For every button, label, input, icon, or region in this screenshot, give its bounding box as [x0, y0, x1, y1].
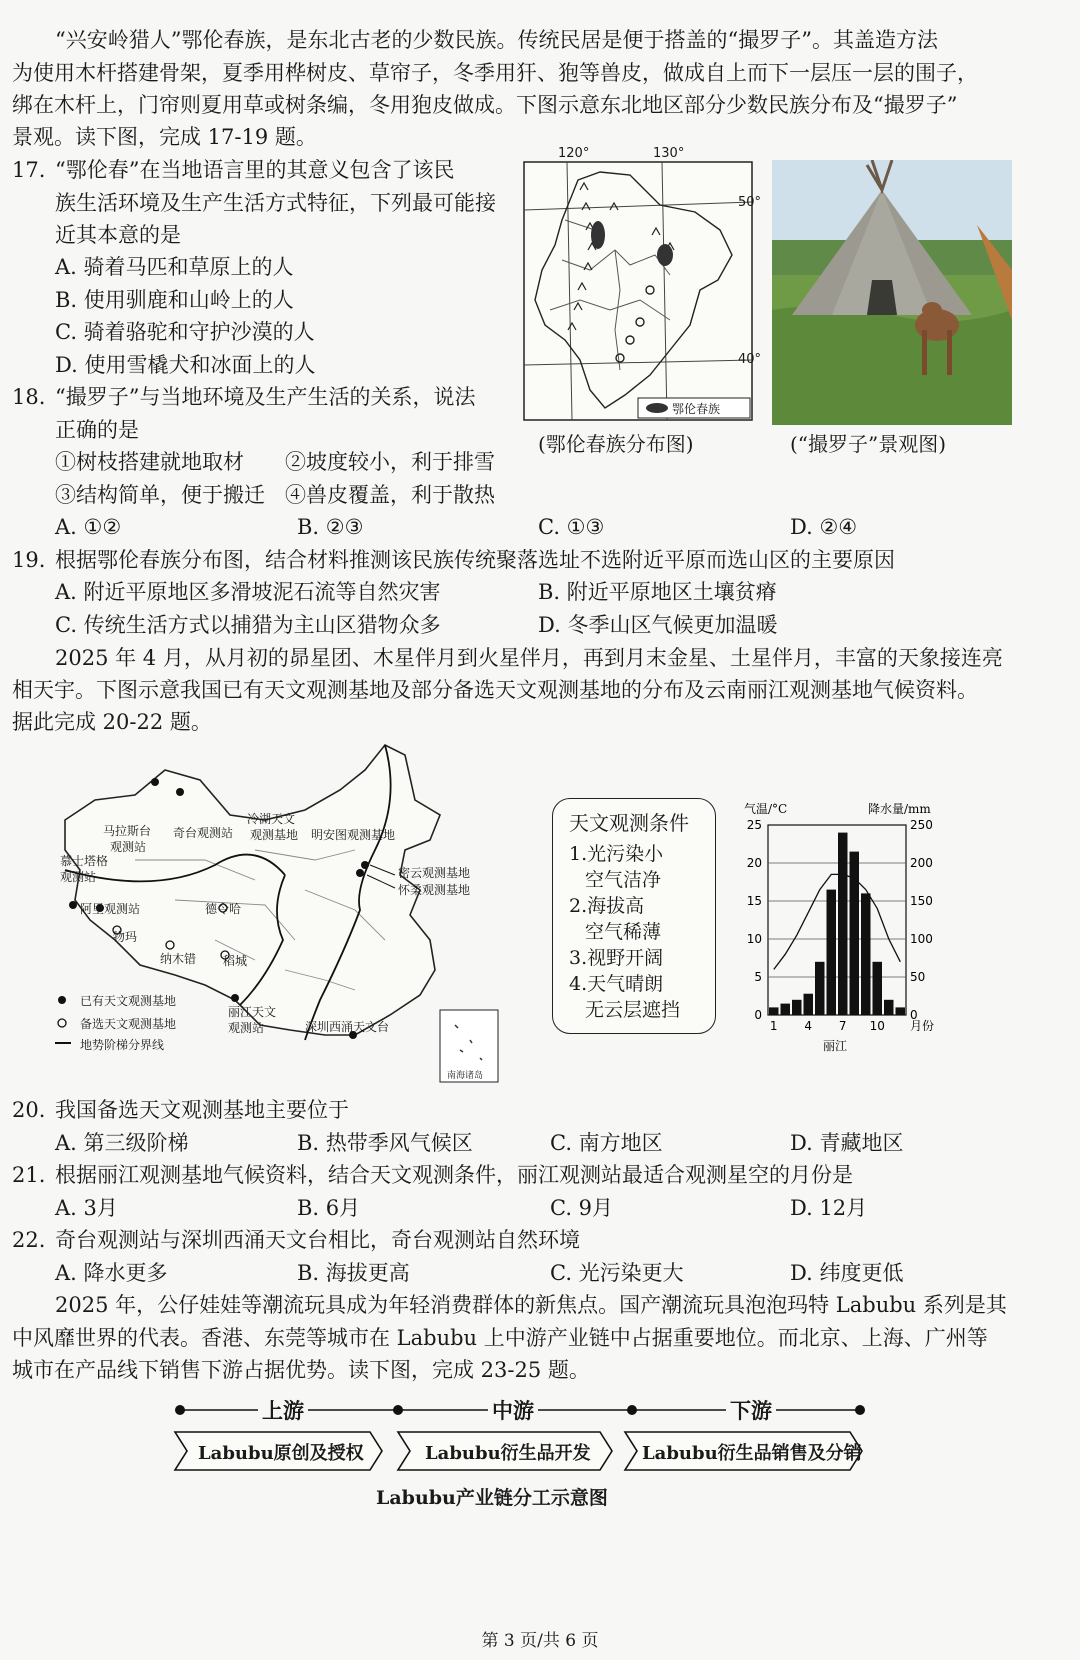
precip-bar	[861, 893, 871, 1015]
q17-number: 17.	[12, 158, 46, 182]
q17-option-c[interactable]: C. 骑着骆驼和守护沙漠的人	[55, 320, 315, 344]
right-tick-label: 50	[910, 970, 926, 984]
q22-option-b[interactable]: B. 海拔更高	[297, 1261, 410, 1285]
condition-1b: 空气洁净	[585, 869, 662, 891]
label-delingha: 德令哈	[205, 902, 242, 916]
left-tick-label: 15	[746, 894, 762, 908]
condition-4: 4.天气晴朗	[569, 973, 664, 995]
cuoluozi-photo	[772, 160, 1012, 425]
lijiang-climate-chart	[738, 795, 958, 1060]
q18-stem-2: 正确的是	[55, 418, 139, 442]
q17-stem-2: 族生活环境及生产生活方式特征，下列最可能接	[55, 191, 496, 215]
right-axis-label: 降水量/mm	[868, 802, 931, 816]
label-namuco: 纳木错	[160, 952, 197, 966]
condition-2: 2.海拔高	[569, 895, 645, 917]
q21-option-a[interactable]: A. 3月	[55, 1196, 118, 1220]
q20-option-a[interactable]: A. 第三级阶梯	[55, 1131, 189, 1155]
q20-option-d[interactable]: D. 青藏地区	[790, 1131, 904, 1155]
q21-option-c[interactable]: C. 9月	[550, 1196, 614, 1220]
intro1-line-4: 景观。读下图，完成 17-19 题。	[12, 125, 317, 149]
q18-option-d[interactable]: D. ②④	[790, 515, 858, 539]
map1-legend: 鄂伦春族	[672, 402, 721, 416]
stage-midstream: 中游	[488, 1395, 538, 1425]
q19-option-b[interactable]: B. 附近平原地区土壤贫瘠	[538, 580, 777, 604]
q17-option-d[interactable]: D. 使用雪橇犬和冰面上的人	[55, 353, 316, 377]
q22-number: 22.	[12, 1228, 46, 1252]
label-qitai: 奇台观测站	[173, 826, 234, 840]
q21-stem: 根据丽江观测基地气候资料，结合天文观测条件，丽江观测站最适合观测星空的月份是	[55, 1163, 853, 1187]
label-kashi: 慕士塔格	[60, 854, 109, 868]
box-original-license: Labubu原创及授权	[198, 1443, 364, 1464]
china-observatory-map	[55, 740, 505, 1085]
intro1-line-1: “兴安岭猎人”鄂伦春族，是东北古老的少数民族。传统民居是便于搭盖的“撮罗子”。其盖造方法	[55, 28, 938, 52]
precip-bar	[896, 1007, 906, 1015]
label-lijiang: 丽江天文	[228, 1005, 277, 1019]
q17-option-a[interactable]: A. 骑着马匹和草原上的人	[55, 255, 294, 279]
left-axis-label: 气温/°C	[744, 802, 788, 816]
label-shenzhen: 深圳西涌天文台	[305, 1020, 390, 1034]
precip-bar	[781, 1004, 791, 1015]
intro2-line-1: 2025 年 4 月，从月初的昴星团、木星伴月到火星伴月，再到月末金星、土星伴月，丰富的天象接连亮	[55, 646, 1003, 670]
intro3-line-3: 城市在产品线下销售下游占据优势。读下图，完成 23-25 题。	[12, 1358, 590, 1382]
chart-title: 丽江	[823, 1039, 848, 1053]
q18-stem-1: “撮罗子”与当地环境及生产生活的关系，说法	[55, 385, 476, 409]
label-lijiang-2: 观测站	[228, 1021, 265, 1035]
label-wuma: 物玛	[113, 930, 138, 944]
precip-bar	[873, 962, 883, 1015]
q20-option-c[interactable]: C. 南方地区	[550, 1131, 663, 1155]
temperature-curve	[774, 874, 901, 969]
q17-stem-1: “鄂伦春”在当地语言里的其意义包含了该民	[55, 158, 455, 182]
chart-frame	[768, 825, 906, 1015]
photo-caption: (“撮罗子”景观图)	[790, 432, 947, 456]
label-lenghu: 冷湖天文	[247, 812, 296, 826]
label-mingantu: 明安图观测基地	[311, 828, 396, 842]
left-tick-label: 5	[754, 970, 762, 984]
map2-legend-existing: 已有天文观测基地	[80, 994, 177, 1008]
map2-legend-candidate: 备选天文观测基地	[80, 1017, 177, 1031]
q22-option-c[interactable]: C. 光污染更大	[550, 1261, 684, 1285]
right-tick-label: 0	[910, 1008, 918, 1022]
q18-item-2: ②坡度较小，利于排雪	[285, 450, 495, 474]
label-daocheng: 稻城	[223, 954, 248, 968]
left-tick-label: 10	[746, 932, 762, 946]
left-tick-label: 0	[754, 1008, 762, 1022]
lon-120-label: 120°	[558, 146, 590, 161]
q21-option-b[interactable]: B. 6月	[297, 1196, 361, 1220]
box-derivative-dev: Labubu衍生品开发	[425, 1443, 591, 1464]
q17-option-b[interactable]: B. 使用驯鹿和山岭上的人	[55, 288, 294, 312]
label-ali: 阿里观测站	[80, 902, 141, 916]
lat-50-label: 50°	[738, 195, 762, 210]
q22-option-a[interactable]: A. 降水更多	[55, 1261, 168, 1285]
q18-option-b[interactable]: B. ②③	[297, 515, 364, 539]
q19-option-c[interactable]: C. 传统生活方式以捕猎为主山区猎物众多	[55, 613, 441, 637]
lat-40-label: 40°	[738, 352, 762, 367]
intro1-line-2: 为使用木杆搭建骨架，夏季用桦树皮、草帘子，冬季用犴、狍等兽皮，做成自上而下一层压一层的围子，	[12, 61, 978, 85]
q20-number: 20.	[12, 1098, 46, 1122]
q18-option-a[interactable]: A. ①②	[55, 515, 122, 539]
intro2-line-3: 据此完成 20-22 题。	[12, 710, 212, 734]
q18-option-c[interactable]: C. ①③	[538, 515, 605, 539]
precip-bar	[838, 833, 848, 1015]
precip-bar	[792, 1000, 802, 1015]
q18-item-1: ①树枝搭建就地取材	[55, 450, 244, 474]
q18-number: 18.	[12, 385, 46, 409]
precip-bar	[804, 994, 814, 1015]
q22-option-d[interactable]: D. 纬度更低	[790, 1261, 904, 1285]
stage-downstream: 下游	[726, 1395, 776, 1425]
map2-legend-boundary: 地势阶梯分界线	[80, 1038, 165, 1052]
q19-stem: 根据鄂伦春族分布图，结合材料推测该民族传统聚落选址不选附近平原而选山区的主要原因	[55, 548, 895, 572]
q21-number: 21.	[12, 1163, 46, 1187]
label-nanhai: 南海诸岛	[447, 1071, 484, 1081]
label-malasi-2: 观测站	[110, 840, 147, 854]
q20-option-b[interactable]: B. 热带季风气候区	[297, 1131, 473, 1155]
q17-stem-3: 近其本意的是	[55, 223, 181, 247]
label-malasi: 马拉斯台	[103, 824, 152, 838]
condition-3: 3.视野开阔	[569, 947, 664, 969]
label-lenghu-2: 观测基地	[250, 828, 299, 842]
x-tick-label: 7	[838, 1019, 847, 1033]
intro3-line-2: 中风靡世界的代表。香港、东莞等城市在 Labubu 上中游产业链中占据重要地位。而北京、上海、广州等	[12, 1326, 988, 1350]
stage-upstream: 上游	[258, 1395, 308, 1425]
q19-option-a[interactable]: A. 附近平原地区多滑坡泥石流等自然灾害	[55, 580, 441, 604]
label-huairou: 怀柔观测基地	[398, 883, 471, 897]
x-tick-label: 4	[804, 1019, 813, 1033]
right-tick-label: 200	[910, 856, 933, 870]
chain-caption: Labubu产业链分工示意图	[376, 1487, 608, 1509]
x-tick-label: 1	[769, 1019, 778, 1033]
q20-stem: 我国备选天文观测基地主要位于	[55, 1098, 349, 1122]
left-tick-label: 25	[746, 818, 762, 832]
q22-stem: 奇台观测站与深圳西涌天文台相比，奇台观测站自然环境	[55, 1228, 580, 1252]
observation-conditions-box	[552, 798, 716, 1034]
label-miyun: 密云观测基地	[398, 866, 471, 880]
lon-130-label: 130°	[653, 146, 685, 161]
labubu-industry-chain	[170, 1395, 870, 1515]
condition-4b: 无云层遮挡	[585, 999, 681, 1021]
page-footer: 第 3 页/共 6 页	[481, 1631, 599, 1651]
left-tick-label: 20	[746, 856, 762, 870]
q19-option-d[interactable]: D. 冬季山区气候更加温暖	[538, 613, 778, 637]
precip-bar	[850, 852, 860, 1015]
intro2-line-2: 相天宇。下图示意我国已有天文观测基地及部分备选天文观测基地的分布及云南丽江观测基地气候资料。	[12, 678, 978, 702]
condition-1: 1.光污染小	[569, 843, 664, 865]
right-tick-label: 150	[910, 894, 933, 908]
intro3-line-1: 2025 年，公仔娃娃等潮流玩具成为年轻消费群体的新焦点。国产潮流玩具泡泡玛特 Labubu 系列是其	[55, 1293, 1007, 1317]
x-axis-label: 月份	[910, 1019, 935, 1033]
label-kashi-2: 观测站	[60, 870, 97, 884]
precip-bar	[884, 1000, 894, 1015]
right-tick-label: 100	[910, 932, 933, 946]
precip-bar	[827, 890, 837, 1015]
conditions-title: 天文观测条件	[569, 811, 689, 835]
box-sales-distribution: Labubu衍生品销售及分销	[642, 1443, 862, 1464]
oroqen-distribution-map	[520, 146, 762, 425]
right-tick-label: 250	[910, 818, 933, 832]
q19-number: 19.	[12, 548, 46, 572]
precip-bar	[769, 1007, 779, 1015]
q18-item-4: ④兽皮覆盖，利于散热	[285, 483, 495, 507]
map1-caption: (鄂伦春族分布图)	[538, 432, 694, 456]
q21-option-d[interactable]: D. 12月	[790, 1196, 868, 1220]
precip-bar	[815, 962, 825, 1015]
x-tick-label: 10	[869, 1019, 885, 1033]
q18-item-3: ③结构简单，便于搬迁	[55, 483, 265, 507]
intro1-line-3: 绑在木杆上，门帘则夏用草或树条编，冬用狍皮做成。下图示意东北地区部分少数民族分布及“撮罗子”	[12, 93, 958, 117]
condition-2b: 空气稀薄	[585, 921, 662, 943]
